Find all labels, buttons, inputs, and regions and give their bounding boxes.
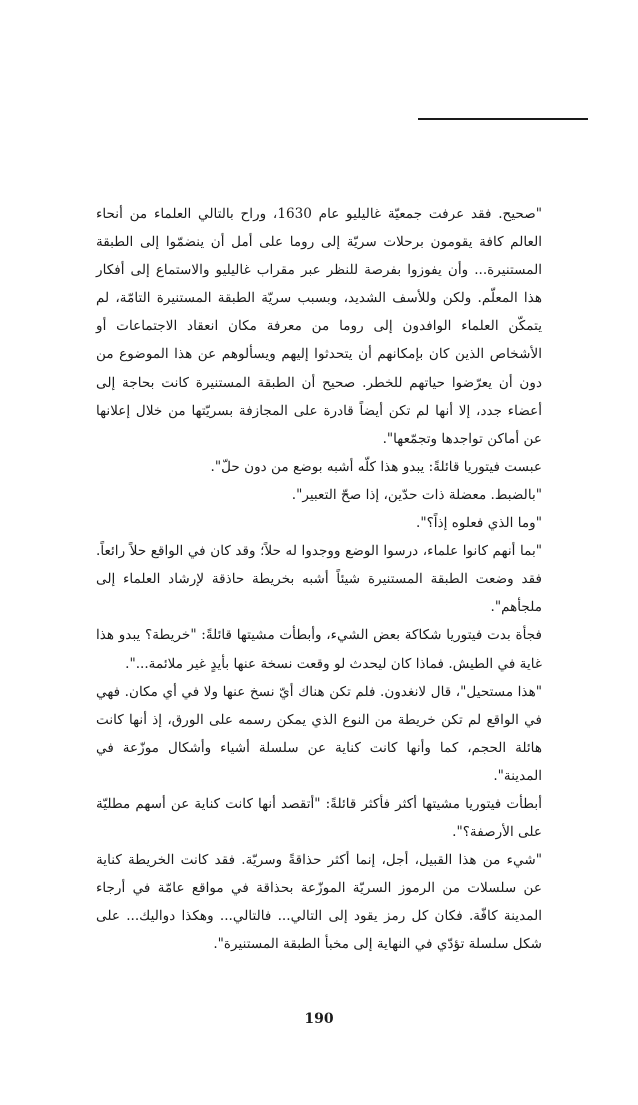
paragraph-8: أبطأت فيتوريا مشيتها أكثر فأكثر قائلةً: "أتقصد أنها كانت كناية عن أسهم مطليّة على الأرصفة؟". [96,795,542,841]
paragraph-3: "بالضبط. معضلة ذات حدّين، إذا صحّ التعبير". [291,486,542,503]
paragraph-2: عبست فيتوريا قائلةً: يبدو هذا كلّه أشبه بوضع من دون حلّ". [210,458,542,475]
paragraph-6: فجأة بدت فيتوريا شكاكة بعض الشيء، وأبطأت مشيتها قائلةً: "خريطة؟ يبدو هذا غاية في الطيش. فماذا كان ليحدث لو وقعت نسخة عنها بأيدٍ غير ملائمة...". [96,627,542,672]
page-number: 190 [304,1011,334,1027]
body-text [96,200,542,959]
paragraph-7: "هذا مستحيل"، قال لانغدون. فلم تكن هناك أيّ نسخ عنها ولا في أي مكان. فهي في الواقع لم تكن خريطة من النوع الذي يمكن رسمه على الورق، إذ أنها كانت هائلة الحجم، كما وأنها كانت كناية عن سلسلة أشياء وأشكال موزّعة في المدينة". [96,683,542,784]
paragraph-9: "شيء من هذا القبيل، أجل، إنما أكثر حذاقةً وسريّة. فقد كانت الخريطة كناية عن سلسلات من الرموز السريّة الموزّعة بحذاقة في مواقع عامّة في أرجاء المدينة كافّة. فكان كل رمز يقود إلى التالي... فالتالي... وهكذا دواليك... على شكل سلسلة تؤدّي في النهاية إلى مخبأ الطبقة المستنيرة". [96,852,542,953]
header-rule [418,118,588,120]
paragraph-1: "صحيح. فقد عرفت جمعيّة غاليليو عام 1630، وراح بالتالي العلماء من أنحاء العالم كافة يقومون برحلات سريّة إلى روما على أمل أن ينضمّوا إلى الطبقة المستنيرة... وأن يفوزوا بفرصة للنظر عبر مقراب غاليليو والاستماع إلى أفكار هذا المعلّم. ولكن وللأسف الشديد، وبسبب سريّة الطبقة المستنيرة التامّة، لم يتمكّن العلماء الوافدون إلى روما من معرفة مكان انعقاد الاجتماعات أو الأشخاص الذين كان بإمكانهم أن يتحدثوا إليهم ويسألوهم عن هذا الموضوع من دون أن يعرّضوا حياتهم للخطر. صحيح أن الطبقة المستنيرة كانت بحاجة إلى أعضاء جدد، إلا أنها لم تكن أيضاً قادرة على المجازفة بسريّتها من خلال إعلانها عن أماكن تواجدها وتجمّعها". [96,206,543,447]
paragraph-5: "بما أنهم كانوا علماء، درسوا الوضع ووجدوا له حلاً؛ وقد كان في الواقع حلاً رائعاً. فقد وضعت الطبقة المستنيرة شيئاً أشبه بخريطة حاذقة لإرشاد العلماء إلى ملجأهم". [96,543,542,616]
paragraph-4: "وما الذي فعلوه إذاً؟". [416,515,542,532]
